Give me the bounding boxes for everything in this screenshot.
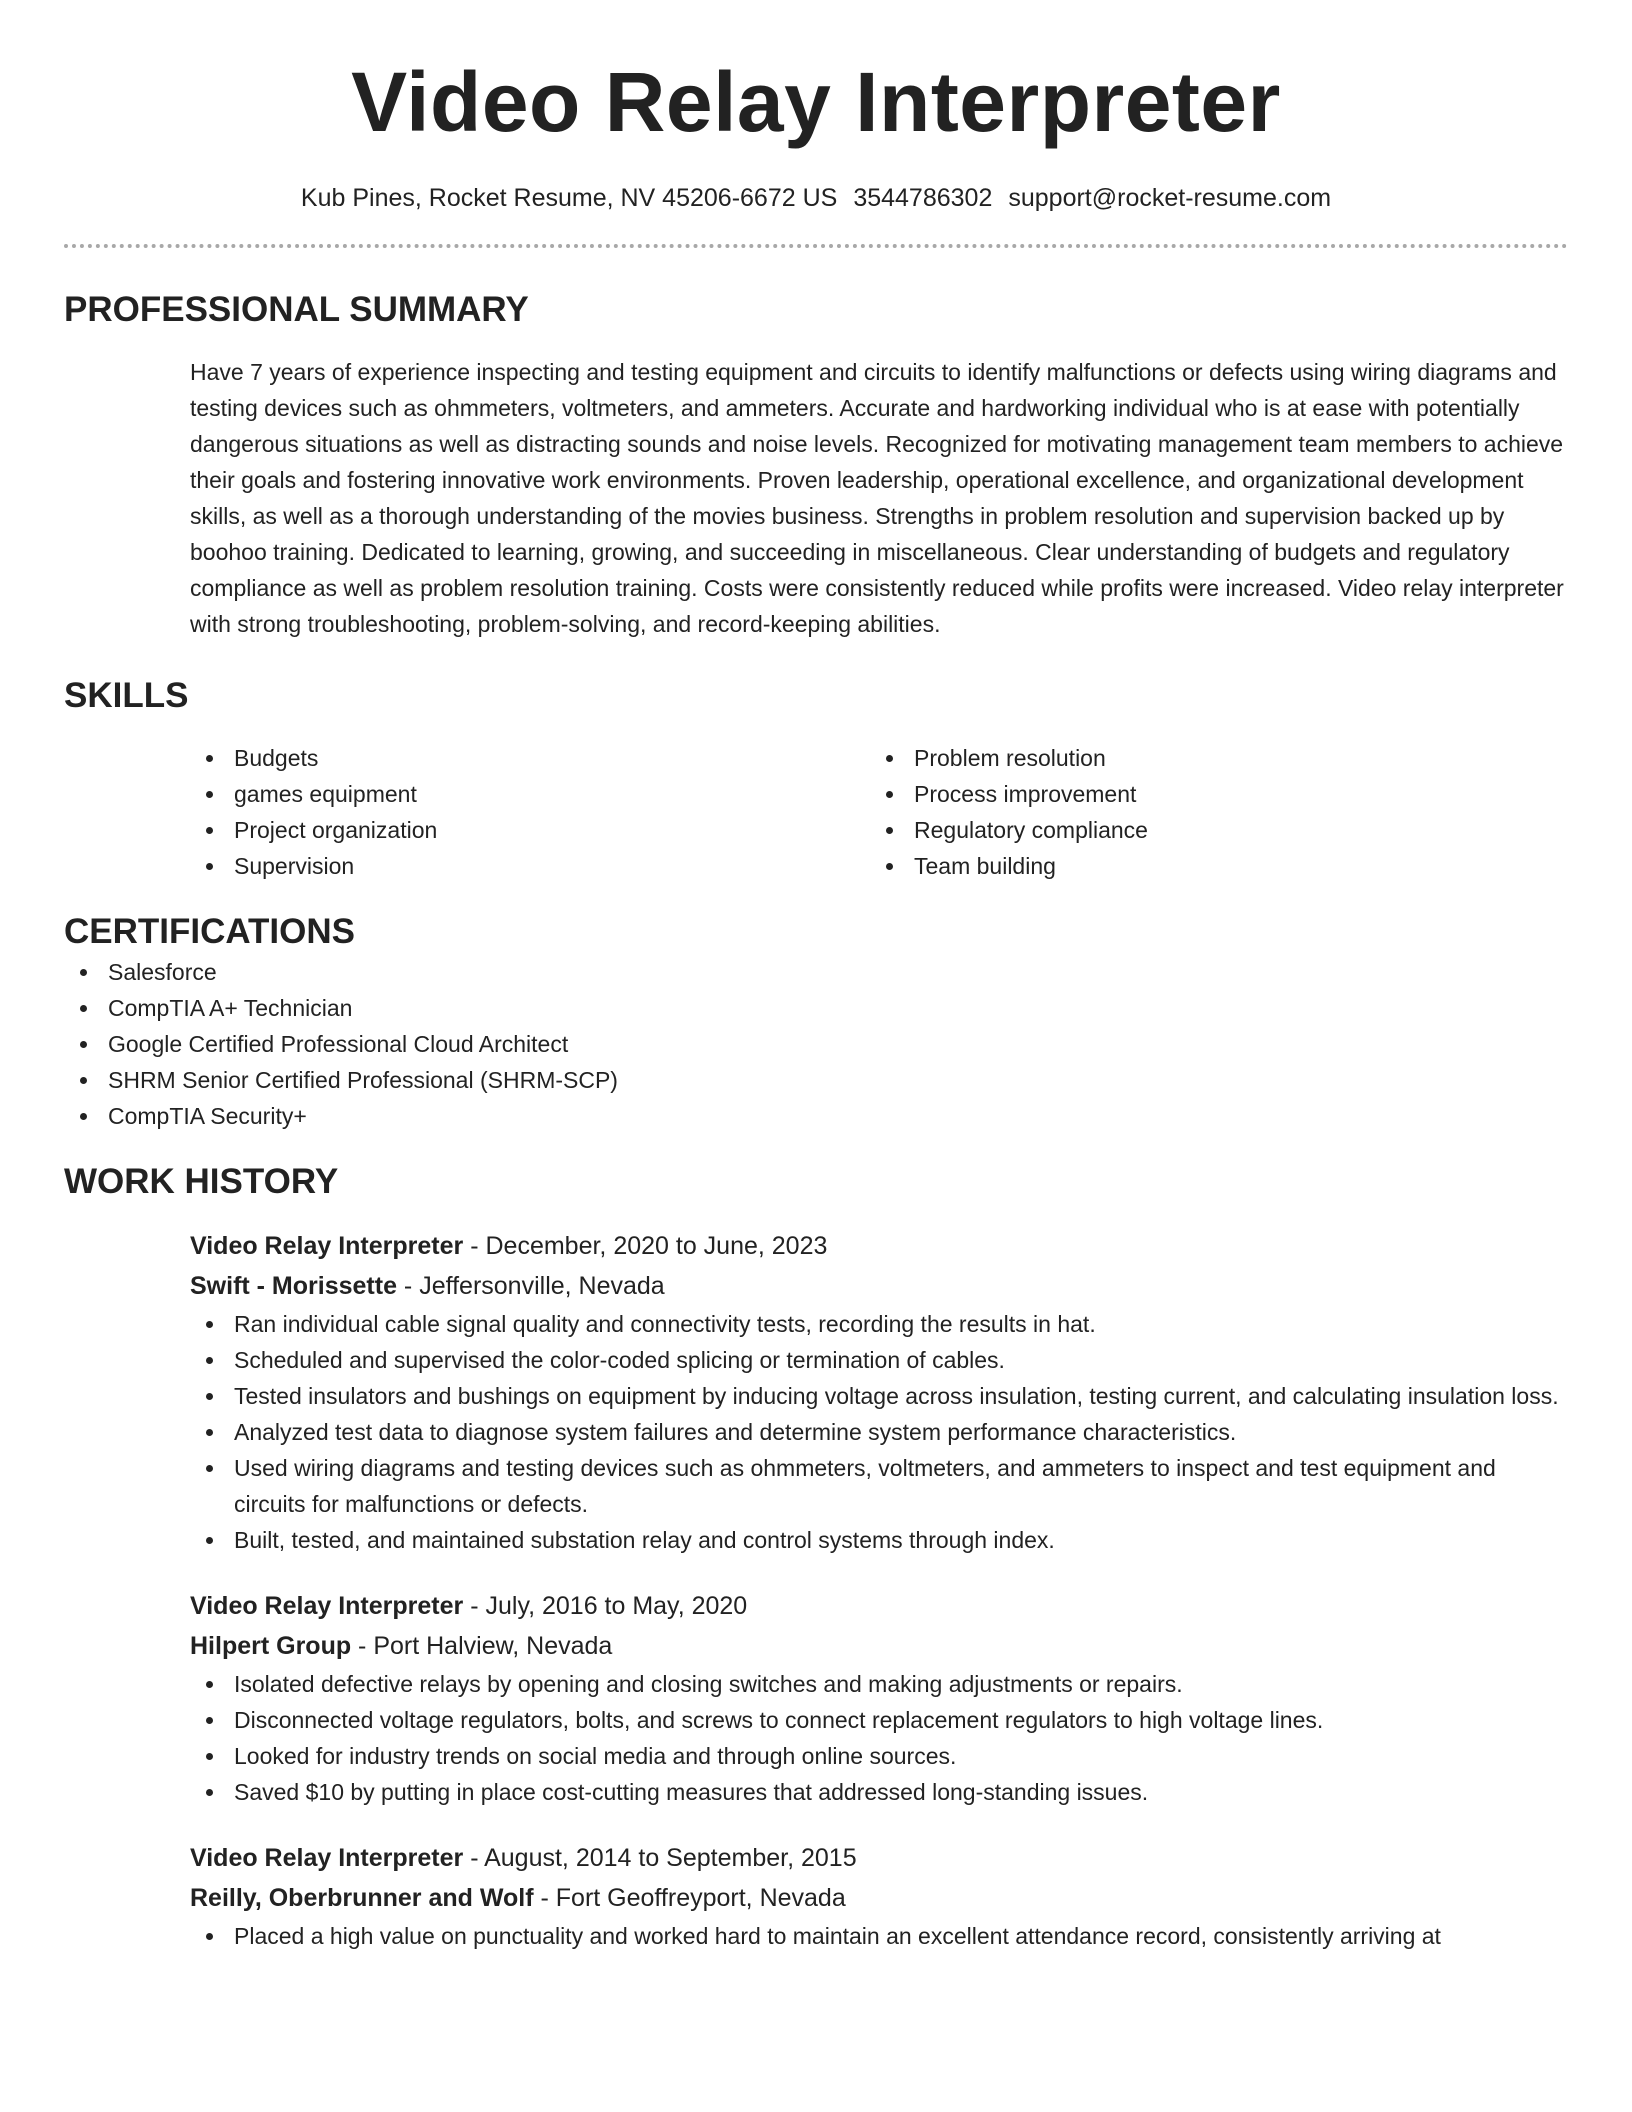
candidate-name: Video Relay Interpreter [351, 55, 1281, 149]
job-location: - Jeffersonville, Nevada [396, 1272, 665, 1300]
job-bullet-list [190, 1306, 1568, 1558]
job-title: Video Relay Interpreter [190, 1592, 464, 1620]
skills-grid [190, 740, 1568, 884]
job-bullet: Built, tested, and maintained substation relay and control systems through index. [190, 1522, 1568, 1558]
job-bullet: Placed a high value on punctuality and worked hard to maintain an excellent attendance record, consistently arriving at [190, 1918, 1568, 1954]
job-bullet: Isolated defective relays by opening and closing switches and making adjustments or repairs. [190, 1666, 1568, 1702]
certification-item: CompTIA A+ Technician [64, 990, 1568, 1026]
job-location: - Fort Geoffreyport, Nevada [533, 1884, 846, 1912]
skill-item: Process improvement [870, 776, 1550, 812]
job-entry [190, 1226, 1568, 1558]
certification-item: CompTIA Security+ [64, 1098, 1568, 1134]
job-bullet: Used wiring diagrams and testing devices such as ohmmeters, voltmeters, and ammeters to inspect and test equipment and circuits for malfunctions or defects. [190, 1450, 1568, 1522]
job-company: Swift - Morissette [190, 1272, 397, 1300]
job-company-line [190, 1878, 1568, 1918]
job-bullet: Scheduled and supervised the color-coded splicing or termination of cables. [190, 1342, 1568, 1378]
skill-item: Regulatory compliance [870, 812, 1550, 848]
skill-item: Budgets [190, 740, 870, 776]
section-work-history [64, 1160, 1568, 1954]
certification-item: Salesforce [64, 954, 1568, 990]
section-certifications [64, 910, 1568, 1134]
resume-header [64, 0, 1568, 216]
skill-item: Project organization [190, 812, 870, 848]
job-entry [190, 1586, 1568, 1810]
skills-column-right [870, 740, 1550, 884]
section-title-certifications: CERTIFICATIONS [64, 912, 356, 951]
header-divider [64, 244, 1568, 248]
section-skills [64, 674, 1568, 884]
job-title: Video Relay Interpreter [190, 1844, 464, 1872]
section-title-skills: SKILLS [64, 676, 189, 715]
job-bullet: Looked for industry trends on social media and through online sources. [190, 1738, 1568, 1774]
job-company-line [190, 1626, 1568, 1666]
contact-address: Kub Pines, Rocket Resume, NV 45206-6672 US [300, 184, 838, 212]
job-dates: - July, 2016 to May, 2020 [463, 1592, 748, 1620]
job-bullet: Tested insulators and bushings on equipment by inducing voltage across insulation, testing current, and calculating insulation loss. [190, 1378, 1568, 1414]
certification-item: SHRM Senior Certified Professional (SHRM-SCP) [64, 1062, 1568, 1098]
job-bullet: Ran individual cable signal quality and connectivity tests, recording the results in hat. [190, 1306, 1568, 1342]
job-title-line [190, 1586, 1568, 1626]
job-title: Video Relay Interpreter [190, 1232, 464, 1260]
skills-column-left [190, 740, 870, 884]
job-company-line [190, 1266, 1568, 1306]
job-bullet-list [190, 1666, 1568, 1810]
certifications-list [64, 954, 1568, 1134]
contact-line [64, 180, 1568, 216]
job-bullet: Analyzed test data to diagnose system failures and determine system performance characteristics. [190, 1414, 1568, 1450]
contact-email[interactable]: support@rocket-resume.com [1008, 184, 1332, 212]
skill-item: Supervision [190, 848, 870, 884]
section-professional-summary [64, 288, 1568, 642]
job-location: - Port Halview, Nevada [351, 1632, 613, 1660]
certification-item: Google Certified Professional Cloud Architect [64, 1026, 1568, 1062]
job-bullet: Disconnected voltage regulators, bolts, and screws to connect replacement regulators to high voltage lines. [190, 1702, 1568, 1738]
job-bullet-list [190, 1918, 1568, 1954]
skill-item: games equipment [190, 776, 870, 812]
skills-list-left [190, 740, 870, 884]
job-company: Reilly, Oberbrunner and Wolf [190, 1884, 534, 1912]
job-company: Hilpert Group [190, 1632, 352, 1660]
skill-item: Team building [870, 848, 1550, 884]
job-title-line [190, 1226, 1568, 1266]
job-dates: - August, 2014 to September, 2015 [463, 1844, 857, 1872]
job-entry [190, 1838, 1568, 1954]
summary-text: Have 7 years of experience inspecting and testing equipment and circuits to identify malfunctions or defects using wiring diagrams and testing devices such as ohmmeters, voltmeters, and ammeters. Accurate and hardworking individual who is at ease with potentially dangerous situations as well as distracting sounds and noise levels. Recognized for motivating management team members to achieve their goals and fostering innovative work environments. Proven leadership, operational excellence, and organizational development skills, as well as a thorough understanding of the movies business. Strengths in problem resolution and supervision backed up by boohoo training. Dedicated to learning, growing, and succeeding in miscellaneous. Clear understanding of budgets and regulatory compliance as well as problem resolution training. Costs were consistently reduced while profits were increased. Video relay interpreter with strong troubleshooting, problem-solving, and record-keeping abilities. [190, 359, 1564, 637]
contact-phone: 3544786302 [853, 184, 993, 212]
section-title-work-history: WORK HISTORY [64, 1162, 339, 1201]
job-dates: - December, 2020 to June, 2023 [463, 1232, 828, 1260]
skill-item: Problem resolution [870, 740, 1550, 776]
job-bullet: Saved $10 by putting in place cost-cutting measures that addressed long-standing issues. [190, 1774, 1568, 1810]
job-title-line [190, 1838, 1568, 1878]
skills-list-right [870, 740, 1550, 884]
section-title-summary: PROFESSIONAL SUMMARY [64, 290, 529, 329]
